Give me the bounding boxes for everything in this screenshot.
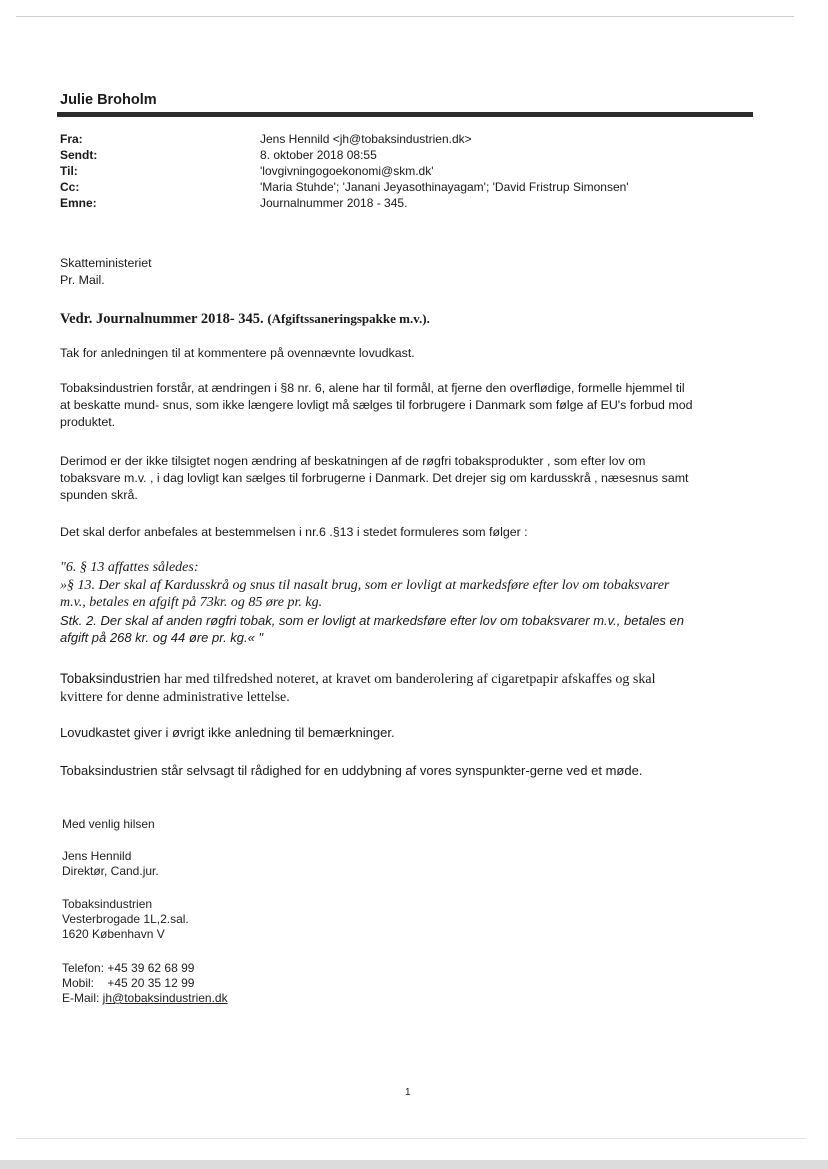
signature-email-link[interactable]: jh@tobaksindustrien.dk [102,991,228,1005]
scan-bottom-shade [0,1160,828,1169]
paragraph-line: Tobaksindustrien forstår, at ændringen i §8 nr. 6, alene har til formål, at fjerne den overflødige, formelle hjemmel til [60,381,685,395]
paragraph-line: produktet. [60,415,116,429]
recipient-name: Skatteministeriet [60,256,152,270]
quote-line: afgift på 268 kr. og 44 øre pr. kg.« " [60,630,264,645]
signature-email-label: E-Mail: [62,991,103,1005]
paragraph-availability: Tobaksindustrien står selvsagt til rådighed for en uddybning af vores synspunkter-gerne ved et møde. [60,763,643,778]
paragraph-banderole [60,670,750,707]
header-divider [57,112,753,117]
scan-edge-line [16,16,794,17]
letter-subject [60,310,750,328]
paragraph-understanding [60,380,750,431]
sent-value: 8. oktober 2018 08:55 [260,148,377,162]
paragraph-line: at beskatte mund- snus, som ikke længere lovligt må sælges til forbrugere i Danmark som følge af EU's forbud mod [60,398,693,412]
proposed-wording-quote [60,559,750,647]
page-number: 1 [405,1087,411,1098]
sent-label: Sendt: [60,148,98,162]
cc-label: Cc: [60,180,80,194]
header-row-sent [60,148,760,164]
signature-greeting: Med venlig hilsen [62,817,155,831]
paragraph-line: tobaksvare m.v. , i dag lovligt kan sælges til forbrugerne i Danmark. Det drejer sig om kardusskrå , næsesnus samt [60,471,689,485]
signature-phone: Telefon: +45 39 62 68 99 [62,961,195,975]
header-row-cc [60,180,760,196]
paragraph-line: spunden skrå. [60,488,138,502]
paragraph-no-remarks: Lovudkastet giver i øvrigt ikke anledning til bemærkninger. [60,725,395,740]
paragraph-lead: Tobaksindustrien [60,671,161,686]
header-row-subject [60,196,760,212]
signature-name: Jens Hennild [62,849,132,863]
email-header [60,132,760,212]
paragraph-recommendation: Det skal derfor anbefales at bestemmelsen i nr.6 .§13 i stedet formuleres som følger : [60,525,528,539]
subject-sub: (Afgiftssaneringspakke m.v.). [267,311,430,326]
paragraph-line: kvittere for denne administrative lettelse. [60,690,290,705]
signature-title: Direktør, Cand.jur. [62,864,159,878]
to-label: Til: [60,164,78,178]
mailbox-owner-name: Julie Broholm [60,92,157,108]
signature-city: 1620 København V [62,927,165,941]
signature-street: Vesterbrogade 1L,2.sal. [62,912,189,926]
subject-main: Vedr. Journalnummer 2018- 345. [60,311,264,327]
recipient-channel: Pr. Mail. [60,273,105,287]
to-value: 'lovgivningogoekonomi@skm.dk' [260,164,434,178]
header-row-to [60,164,760,180]
recipient-block [60,255,750,289]
paragraph-thanks: Tak for anledningen til at kommentere på ovennævnte lovudkast. [60,346,415,360]
signature-mobile: Mobil: +45 20 35 12 99 [62,976,195,990]
quote-line: »§ 13. Der skal af Kardusskrå og snus til nasalt brug, som er lovligt at markedsføre efter lov om tobaksvarer [60,577,670,593]
scan-edge-line [16,1138,806,1139]
subject-label: Emne: [60,196,97,210]
signature-person [62,849,159,879]
paragraph-smokefree [60,453,750,504]
signature-address [62,897,189,942]
from-label: Fra: [60,132,83,146]
signature-org: Tobaksindustrien [62,897,153,911]
header-row-from [60,132,760,148]
quote-line: "6. § 13 affattes således: [60,560,199,575]
quote-line: Stk. 2. Der skal af anden røgfri tobak, som er lovligt at markedsføre efter lov om tobaksvarer m.v., betales en [60,612,685,628]
paragraph-line: har med tilfredshed noteret, at kravet om banderolering af cigaretpapir afskaffes og skal [160,672,656,687]
cc-value: 'Maria Stuhde'; 'Janani Jeyasothinayagam'; 'David Fristrup Simonsen' [260,180,629,194]
paragraph-line: Derimod er der ikke tilsigtet nogen ændring af beskatningen af de røgfri tobaksprodukter , som efter lov om [60,454,646,468]
quote-line: m.v., betales en afgift på 73kr. og 85 øre pr. kg. [60,595,323,610]
subject-value: Journalnummer 2018 - 345. [260,196,408,210]
signature-contact [62,961,228,1006]
from-value: Jens Hennild <jh@tobaksindustrien.dk> [260,132,472,146]
